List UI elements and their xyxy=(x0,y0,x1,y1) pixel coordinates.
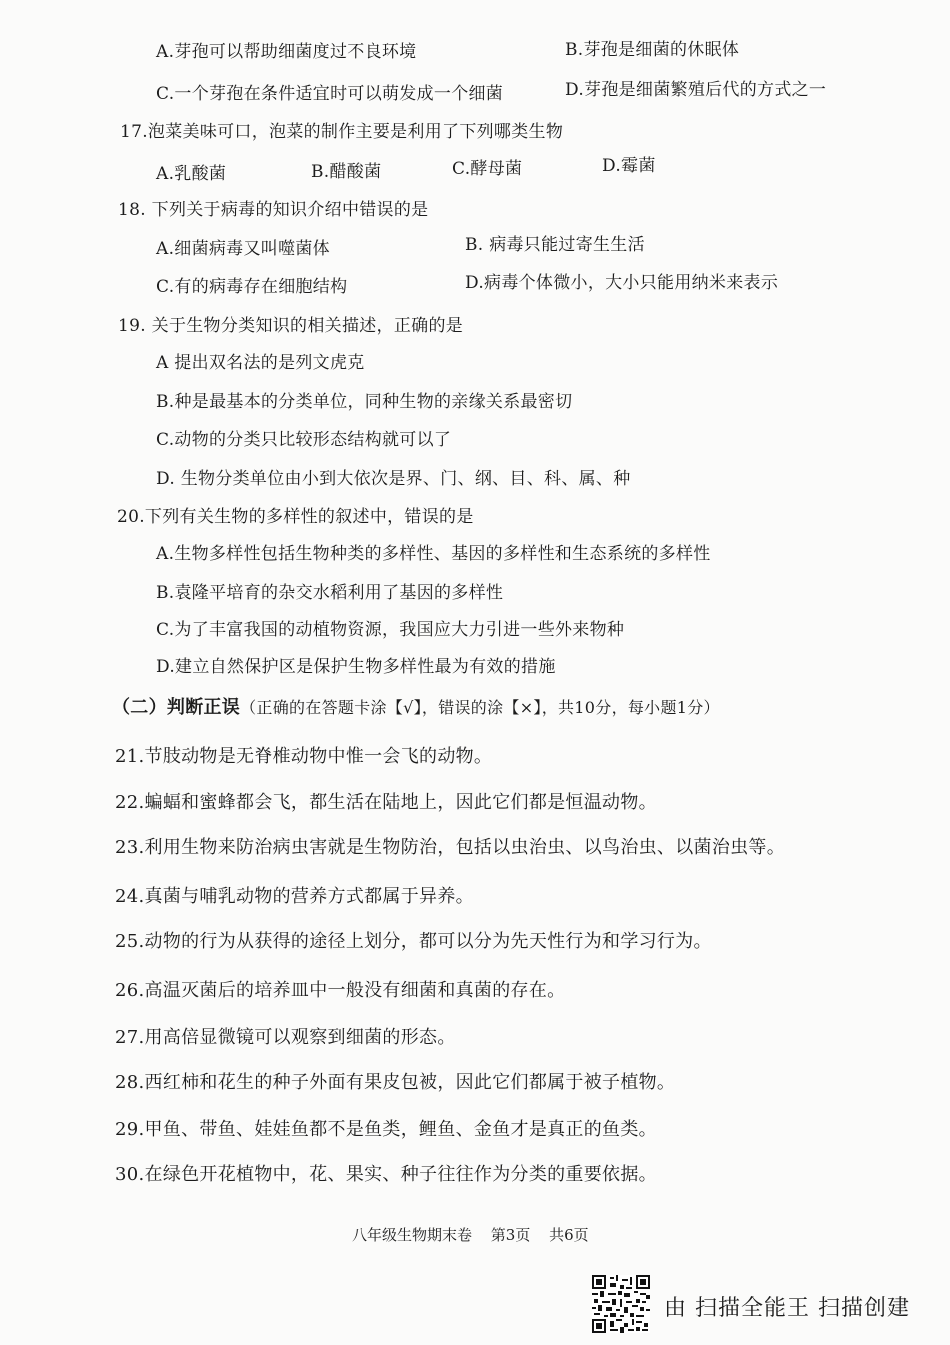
q19-option-a: A 提出双名法的是列文虎克 xyxy=(156,353,365,373)
q19-option-c: C.动物的分类只比较形态结构就可以了 xyxy=(156,430,452,450)
q16-option-d: D.芽孢是细菌繁殖后代的方式之一 xyxy=(565,80,827,100)
judgement-item: 22.蝙蝠和蜜蜂都会飞，都生活在陆地上，因此它们都是恒温动物。 xyxy=(115,792,657,813)
footer-page-number: 第3页 xyxy=(490,1226,531,1244)
q18-option-c: C.有的病毒存在细胞结构 xyxy=(156,277,348,297)
q17-option-b: B.醋酸菌 xyxy=(311,162,382,182)
judgement-item: 23.利用生物来防治病虫害就是生物防治，包括以虫治虫、以鸟治虫、以菌治虫等。 xyxy=(115,837,786,858)
section-note: （正确的在答题卡涂【√】，错误的涂【×】，共10分，每小题1分） xyxy=(240,698,720,717)
q20-stem: 20.下列有关生物的多样性的叙述中，错误的是 xyxy=(117,507,474,527)
judgement-item: 29.甲鱼、带鱼、娃娃鱼都不是鱼类，鲤鱼、金鱼才是真正的鱼类。 xyxy=(115,1119,657,1140)
qr-code-icon xyxy=(592,1275,650,1333)
judgement-item: 30.在绿色开花植物中，花、果实、种子往往作为分类的重要依据。 xyxy=(115,1164,657,1185)
q17-option-d: D.霉菌 xyxy=(602,156,656,176)
q17-option-a: A.乳酸菌 xyxy=(156,164,227,184)
judgement-item: 25.动物的行为从获得的途径上划分，都可以分为先天性行为和学习行为。 xyxy=(115,931,712,952)
q20-option-c: C.为了丰富我国的动植物资源，我国应大力引进一些外来物种 xyxy=(156,620,625,640)
q20-option-a: A.生物多样性包括生物种类的多样性、基因的多样性和生态系统的多样性 xyxy=(156,544,711,564)
scanner-caption: 由 扫描全能王 扫描创建 xyxy=(664,1296,910,1321)
judgement-item: 24.真菌与哺乳动物的营养方式都属于异养。 xyxy=(115,886,474,907)
q18-stem: 18. 下列关于病毒的知识介绍中错误的是 xyxy=(118,200,429,220)
q19-option-d: D. 生物分类单位由小到大依次是界、门、纲、目、科、属、种 xyxy=(156,469,631,489)
footer-exam-title: 八年级生物期末卷 xyxy=(352,1226,473,1244)
judgement-item: 26.高温灭菌后的培养皿中一般没有细菌和真菌的存在。 xyxy=(115,980,566,1001)
section-title: （二）判断正误 xyxy=(112,697,241,718)
judgement-item: 21.节肢动物是无脊椎动物中惟一会飞的动物。 xyxy=(115,746,493,767)
q18-option-d: D.病毒个体微小，大小只能用纳米来表示 xyxy=(465,273,779,293)
q20-option-d: D.建立自然保护区是保护生物多样性最为有效的措施 xyxy=(156,657,556,677)
q16-option-c: C.一个芽孢在条件适宜时可以萌发成一个细菌 xyxy=(156,84,504,104)
judgement-item: 27.用高倍显微镜可以观察到细菌的形态。 xyxy=(115,1027,456,1048)
q19-option-b: B.种是最基本的分类单位，同种生物的亲缘关系最密切 xyxy=(156,392,573,412)
q18-option-b: B. 病毒只能过寄生生活 xyxy=(465,235,645,255)
footer-total-pages: 共6页 xyxy=(549,1226,589,1244)
page-footer xyxy=(352,1224,603,1245)
q16-option-b: B.芽孢是细菌的休眠体 xyxy=(565,40,740,60)
q20-option-b: B.袁隆平培育的杂交水稻利用了基因的多样性 xyxy=(156,583,504,603)
q17-option-c: C.酵母菌 xyxy=(452,159,523,179)
scanner-watermark xyxy=(592,1275,922,1333)
q16-option-a: A.芽孢可以帮助细菌度过不良环境 xyxy=(156,42,417,62)
section-heading xyxy=(112,697,720,719)
q17-stem: 17.泡菜美味可口，泡菜的制作主要是利用了下列哪类生物 xyxy=(120,122,564,142)
q19-stem: 19. 关于生物分类知识的相关描述，正确的是 xyxy=(118,316,464,336)
q18-option-a: A.细菌病毒又叫噬菌体 xyxy=(156,239,330,259)
judgement-item: 28.西红柿和花生的种子外面有果皮包被，因此它们都属于被子植物。 xyxy=(115,1072,676,1093)
